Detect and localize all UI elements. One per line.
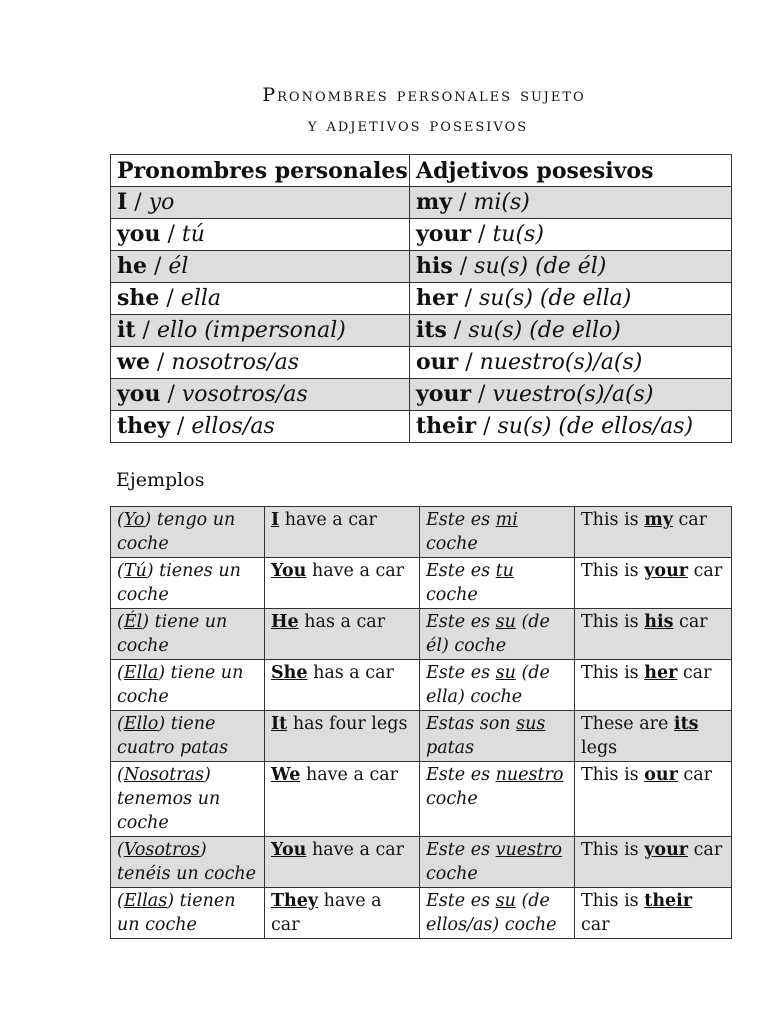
spanish-possessive-cell [420,837,575,888]
pronoun-cell: they / ellos/as [111,411,410,443]
underlined-pronoun: They [271,891,319,911]
english-pronoun: I [117,189,128,215]
underlined-pronoun: I [271,510,280,530]
sentence-rest: coche [426,585,478,605]
sentence-prefix: These are [581,714,674,734]
table-row [111,411,732,443]
pronoun-cell: I / yo [111,187,410,219]
pronoun-cell: we / nosotros/as [111,347,410,379]
sentence-rest: (de él) coche [426,612,550,656]
english-sentence-cell [265,558,420,609]
spanish-pronoun: ello (impersonal) [156,318,346,343]
sentence-prefix: This is [581,510,645,530]
sentence-rest: car [672,510,708,530]
sentence-rest: have a car [300,765,399,785]
sentence-rest: have a car [279,510,377,530]
possessive-cell: her / su(s) (de ella) [410,283,732,315]
english-possessive: your [416,221,472,247]
english-pronoun: we [117,349,150,375]
english-sentence-cell [265,837,420,888]
spanish-possessive-cell [420,762,575,837]
possessive-cell: your / tu(s) [410,219,732,251]
sentence-rest: have a car [306,840,405,860]
table-row [111,711,732,762]
english-possessive: his [416,253,453,279]
spanish-possessive-cell [420,609,575,660]
table-row [111,315,732,347]
examples-label: Ejemplos [116,469,205,491]
sentence-rest: car [688,561,723,581]
sentence-rest: patas [426,738,475,758]
possessive-cell: my / mi(s) [410,187,732,219]
sentence-prefix: This is [581,663,645,683]
sentence-rest: ) tenemos un coche [117,765,221,833]
english-possessive: their [416,413,477,439]
spanish-sentence-cell [111,711,265,762]
pronouns-table-header [111,155,732,187]
english-pronoun: it [117,317,136,343]
spanish-sentence-cell [111,558,265,609]
spanish-possessive: nuestro(s)/a(s) [479,350,643,375]
english-possessive-cell [575,660,732,711]
table-row [111,558,732,609]
sentence-prefix: This is [581,891,645,911]
underlined-pronoun: He [271,612,299,632]
spanish-pronoun: él [168,254,189,279]
sentence-prefix: This is [581,612,645,632]
spanish-pronoun: ellos/as [191,414,275,439]
sentence-prefix: ( [117,765,124,785]
table-row [111,660,732,711]
table-row [111,283,732,315]
underlined-possessive: your [644,561,689,581]
underlined-possessive: its [673,714,699,734]
english-sentence-cell [265,507,420,558]
english-pronoun: she [117,285,160,311]
spanish-possessive-cell [420,507,575,558]
underlined-possessive: nuestro [495,765,564,785]
sentence-rest: coche [426,789,478,809]
spanish-possessive: su(s) (de ella) [479,286,632,311]
underlined-possessive: su [495,663,516,683]
spanish-pronoun: tú [181,222,205,247]
sentence-prefix: Este es [426,561,496,581]
spanish-possessive: su(s) (de ellos/as) [497,414,694,439]
sentence-prefix: ( [117,714,124,734]
sentence-rest: (de ella) coche [426,663,550,707]
page-title: Pronombres personales sujeto [262,84,586,106]
sentence-prefix: ( [117,510,124,530]
spanish-possessive-cell [420,558,575,609]
english-possessive: your [416,381,472,407]
sentence-prefix: Este es [426,663,496,683]
spanish-possessive: su(s) (de él) [474,254,607,279]
possessive-cell: their / su(s) (de ellos/as) [410,411,732,443]
spanish-possessive-cell [420,888,575,939]
sentence-prefix: ( [117,840,124,860]
sentence-prefix: Este es [426,612,496,632]
sentence-rest: ) tiene un coche [117,663,244,707]
possessive-cell: your / vuestro(s)/a(s) [410,379,732,411]
underlined-possessive: your [644,840,689,860]
sentence-prefix: Estas son [426,714,517,734]
spanish-possessive-cell [420,711,575,762]
spanish-sentence-cell [111,888,265,939]
table-row [111,609,732,660]
sentence-prefix: ( [117,663,124,683]
spanish-sentence-cell [111,762,265,837]
underlined-pronoun: Ello [123,714,159,734]
table-row [111,187,732,219]
sentence-rest: has a car [307,663,394,683]
sentence-rest: car [581,915,610,935]
english-possessive-cell [575,837,732,888]
pronouns-table [110,154,732,443]
underlined-possessive: su [495,612,516,632]
sentence-rest: legs [581,738,618,758]
spanish-sentence-cell [111,837,265,888]
underlined-pronoun: Yo [123,510,145,530]
english-possessive-cell [575,558,732,609]
underlined-possessive: tu [495,561,514,581]
sentence-prefix: Este es [426,840,496,860]
sentence-prefix: This is [581,561,645,581]
english-possessive: its [416,317,447,343]
table-row [111,888,732,939]
underlined-possessive: mi [495,510,518,530]
sentence-rest: car [688,840,723,860]
table-row [111,219,732,251]
table-row [111,837,732,888]
page-subtitle: y adjetivos posesivos [307,114,529,136]
english-possessive-cell [575,762,732,837]
sentence-prefix: This is [581,840,645,860]
sentence-rest: ) tiene cuatro patas [117,714,229,758]
sentence-prefix: This is [581,765,645,785]
underlined-pronoun: It [271,714,288,734]
sentence-rest: ) tengo un coche [117,510,236,554]
sentence-rest: ) tenéis un coche [117,840,257,884]
underlined-pronoun: Nosotras [123,765,205,785]
pronoun-cell: it / ello (impersonal) [111,315,410,347]
spanish-sentence-cell [111,609,265,660]
english-possessive-cell [575,609,732,660]
sentence-rest: have a car [306,561,405,581]
underlined-possessive: sus [516,714,546,734]
examples-table [110,506,732,939]
sentence-prefix: Este es [426,891,496,911]
spanish-possessive: su(s) (de ello) [468,318,621,343]
spanish-pronoun: yo [148,190,175,215]
sentence-rest: coche [426,534,478,554]
sentence-rest: ) tienes un coche [117,561,241,605]
english-sentence-cell [265,762,420,837]
underlined-possessive: my [644,510,673,530]
pronoun-cell: you / vosotros/as [111,379,410,411]
underlined-pronoun: Ella [123,663,159,683]
header-pronombres: Pronombres personales [111,155,410,187]
table-row [111,347,732,379]
sentence-prefix: ( [117,561,124,581]
sentence-rest: ) tiene un coche [117,612,228,656]
spanish-possessive-cell [420,660,575,711]
spanish-possessive: vuestro(s)/a(s) [492,382,654,407]
underlined-possessive: vuestro [495,840,563,860]
sentence-rest: has four legs [287,714,408,734]
table-row [111,762,732,837]
sentence-rest: (de ellos/as) coche [426,891,557,935]
underlined-pronoun: She [271,663,308,683]
underlined-possessive: su [495,891,516,911]
underlined-possessive: their [644,891,693,911]
sentence-rest: has a car [298,612,386,632]
underlined-pronoun: Ellas [123,891,168,911]
english-possessive: our [416,349,459,375]
sentence-rest: coche [426,864,478,884]
english-possessive: her [416,285,458,311]
table-row [111,251,732,283]
english-sentence-cell [265,660,420,711]
english-possessive-cell [575,888,732,939]
spanish-pronoun: nosotros/as [171,350,300,375]
sentence-rest: ) tienen un coche [117,891,236,935]
spanish-possessive: tu(s) [492,222,544,247]
underlined-pronoun: You [271,561,307,581]
possessive-cell: its / su(s) (de ello) [410,315,732,347]
english-pronoun: you [117,221,161,247]
spanish-sentence-cell [111,507,265,558]
sentence-rest: car [673,612,708,632]
english-pronoun: you [117,381,161,407]
underlined-possessive: his [644,612,674,632]
pronoun-cell: she / ella [111,283,410,315]
english-sentence-cell [265,888,420,939]
table-row [111,379,732,411]
underlined-pronoun: Tú [123,561,147,581]
sentence-prefix: Este es [426,510,496,530]
sentence-prefix: ( [117,891,124,911]
pronoun-cell: you / tú [111,219,410,251]
possessive-cell: his / su(s) (de él) [410,251,732,283]
sentence-prefix: Este es [426,765,496,785]
sentence-rest: have a car [271,891,382,935]
sentence-rest: car [677,765,713,785]
table-row [111,507,732,558]
underlined-pronoun: You [271,840,307,860]
english-possessive: my [416,189,453,215]
sentence-prefix: ( [117,612,124,632]
spanish-sentence-cell [111,660,265,711]
english-sentence-cell [265,609,420,660]
sentence-rest: car [677,663,712,683]
underlined-possessive: her [644,663,678,683]
english-possessive-cell [575,711,732,762]
underlined-pronoun: We [271,765,301,785]
underlined-possessive: our [644,765,678,785]
english-pronoun: they [117,413,170,439]
header-adjetivos: Adjetivos posesivos [410,155,732,187]
english-pronoun: he [117,253,147,279]
possessive-cell: our / nuestro(s)/a(s) [410,347,732,379]
spanish-possessive: mi(s) [473,190,530,215]
english-sentence-cell [265,711,420,762]
underlined-pronoun: Vosotros [123,840,200,860]
english-possessive-cell [575,507,732,558]
underlined-pronoun: Él [123,612,143,632]
spanish-pronoun: ella [180,286,222,311]
pronoun-cell: he / él [111,251,410,283]
spanish-pronoun: vosotros/as [181,382,308,407]
